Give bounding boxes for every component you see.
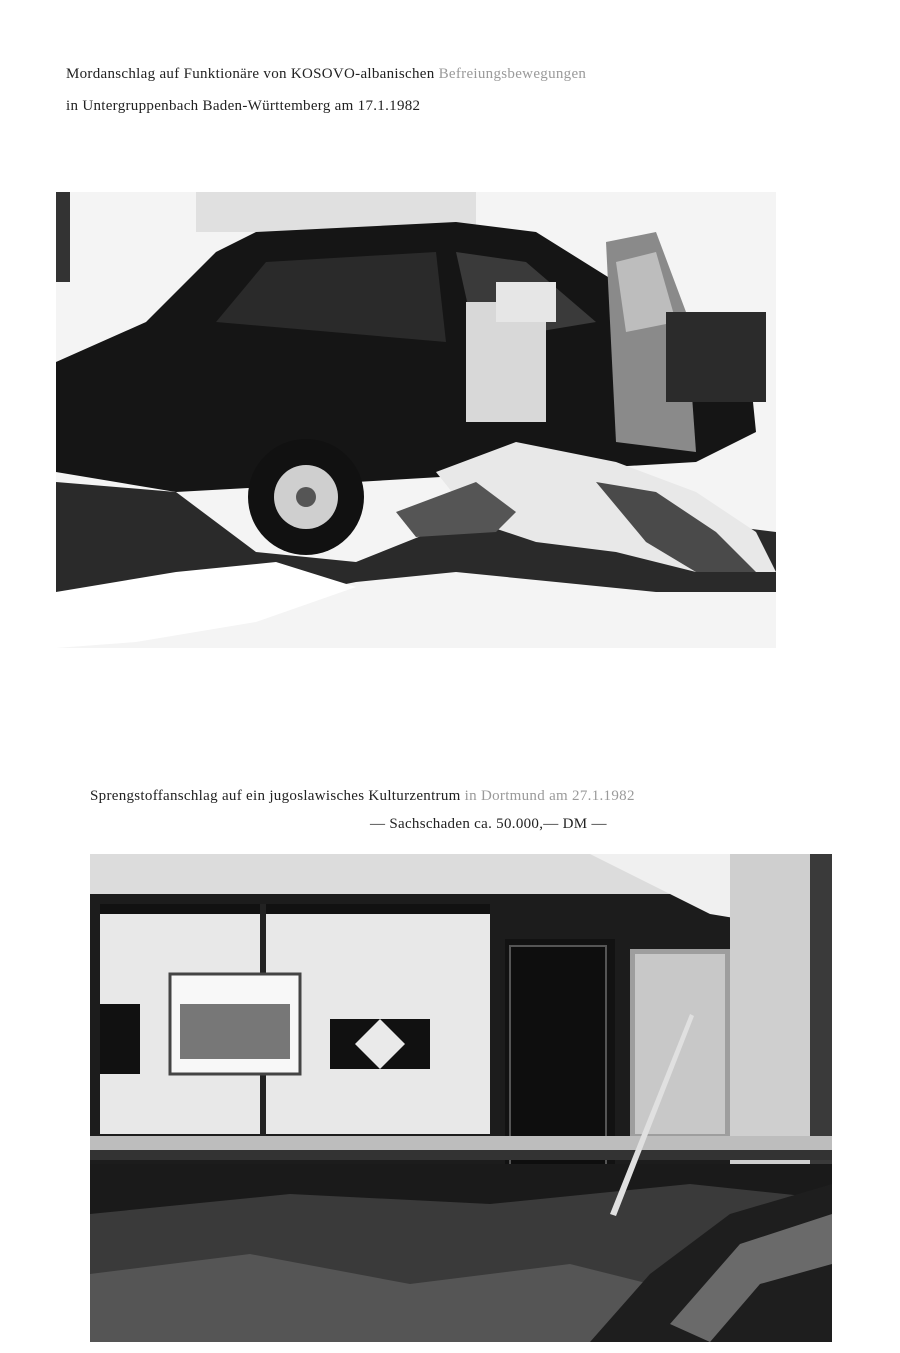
caption-2-line-2: — Sachschaden ca. 50.000,— DM —	[370, 816, 607, 832]
photo-car-scene	[56, 192, 776, 648]
caption-1-line-1-faded: Befreiungsbewegungen	[438, 66, 587, 82]
caption-1-line-2: in Untergruppenbach Baden-Württemberg am 17.1.1982	[66, 98, 421, 114]
caption-2-line-1-main: Sprengstoffanschlag auf ein jugoslawisches Kulturzentrum	[90, 788, 465, 804]
caption-1-line-1-main: Mordanschlag auf Funktionäre von KOSOVO-albanischen	[66, 66, 439, 82]
caption-2-line-1	[90, 788, 635, 805]
caption-2-line-1-faded: in Dortmund am 27.1.1982	[464, 788, 635, 804]
photo-car-drawing	[56, 192, 776, 648]
caption-1-line-1	[66, 66, 586, 83]
photo-storefront-drawing	[90, 854, 832, 1342]
photo-storefront-scene	[90, 854, 832, 1342]
